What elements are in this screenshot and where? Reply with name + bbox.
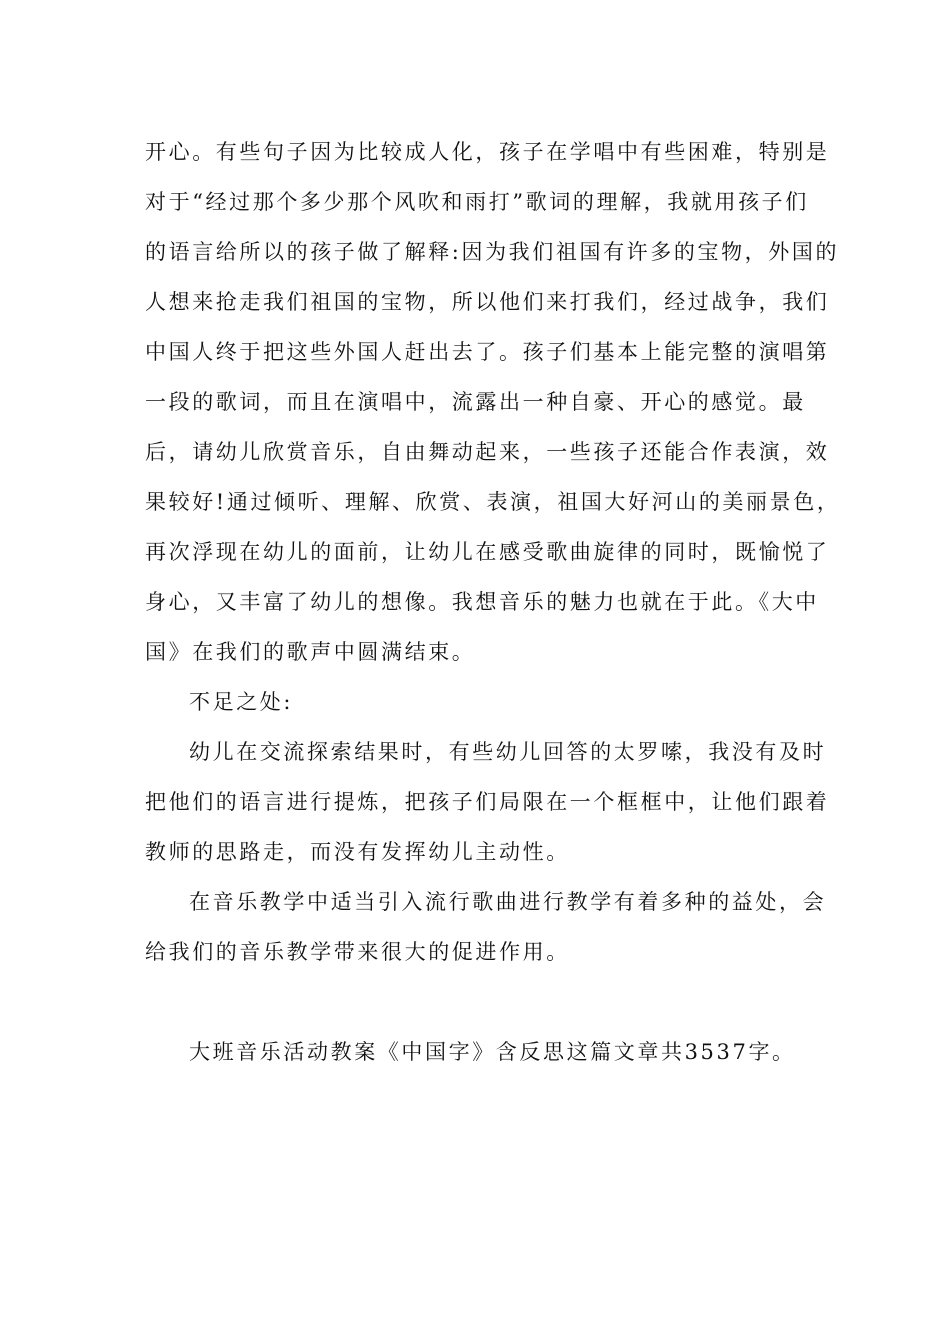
text-line: 后，请幼儿欣赏音乐，自由舞动起来，一些孩子还能合作表演，效 — [145, 440, 830, 464]
text-line: 一段的歌词，而且在演唱中，流露出一种自豪、开心的感觉。最 — [145, 390, 806, 414]
word-count-note: 大班音乐活动教案《中国字》含反思这篇文章共3537字。 — [189, 1040, 796, 1064]
text-line: 教师的思路走，而没有发挥幼儿主动性。 — [145, 840, 570, 864]
text-line: 人想来抢走我们祖国的宝物，所以他们来打我们，经过战争，我们 — [145, 290, 830, 314]
text-line: 对于“经过那个多少那个风吹和雨打”歌词的理解，我就用孩子们 — [145, 190, 809, 214]
text-line: 开心。有些句子因为比较成人化，孩子在学唱中有些困难，特别是 — [145, 140, 830, 164]
text-line: 的语言给所以的孩子做了解释:因为我们祖国有许多的宝物，外国的 — [145, 240, 840, 264]
text-line: 把他们的语言进行提炼，把孩子们局限在一个框框中，让他们跟着 — [145, 790, 830, 814]
text-line: 中国人终于把这些外国人赶出去了。孩子们基本上能完整的演唱第 — [145, 340, 830, 364]
text-line: 再次浮现在幼儿的面前，让幼儿在感受歌曲旋律的同时，既愉悦了 — [145, 540, 830, 564]
section-heading: 不足之处: — [189, 690, 294, 714]
text-line: 在音乐教学中适当引入流行歌曲进行教学有着多种的益处，会 — [189, 890, 827, 914]
text-line: 果较好!通过倾听、理解、欣赏、表演，祖国大好河山的美丽景色， — [145, 490, 841, 514]
text-line: 幼儿在交流探索结果时，有些幼儿回答的太罗嗦，我没有及时 — [189, 740, 827, 764]
text-line: 身心，又丰富了幼儿的想像。我想音乐的魅力也就在于此。《大中 — [145, 590, 819, 614]
text-line: 国》在我们的歌声中圆满结束。 — [145, 640, 476, 664]
text-line: 给我们的音乐教学带来很大的促进作用。 — [145, 940, 570, 964]
